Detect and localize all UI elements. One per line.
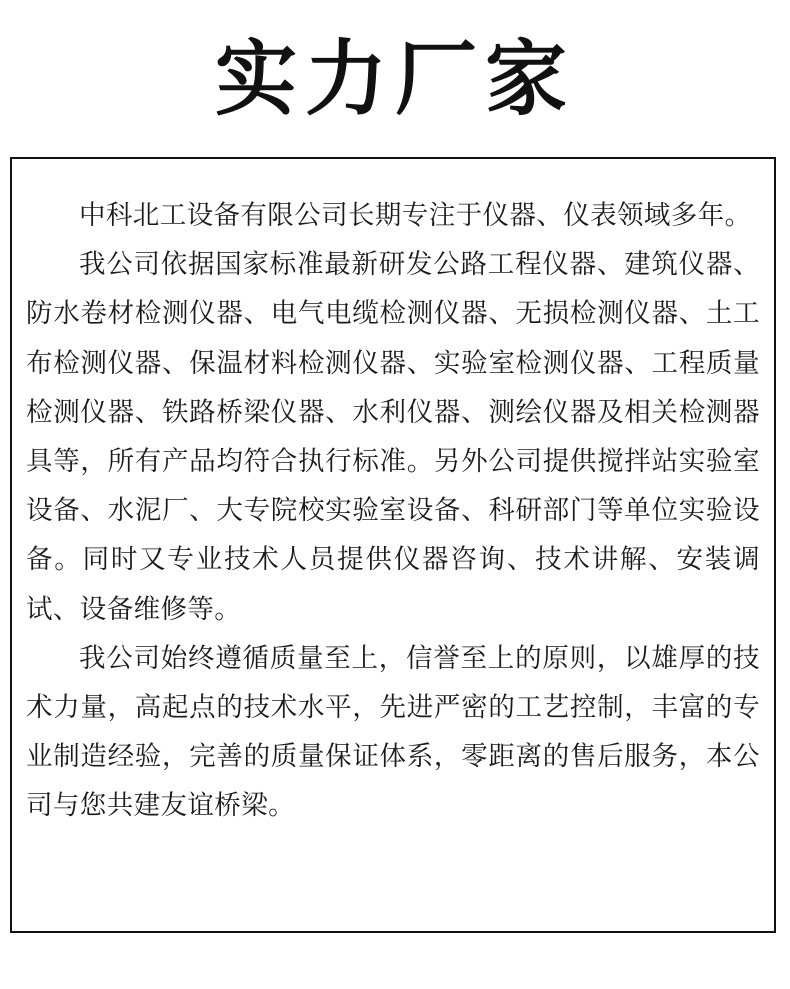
page-title: 实力厂家 (214, 32, 575, 127)
intro-paragraph-1: 中科北工设备有限公司长期专注于仪器、仪表领域多年。 (79, 200, 752, 231)
intro-paragraph-2: 我公司依据国家标准最新研发公路工程仪器、建筑仪器、防水卷材检测仪器、电气电缆检测仪器、无损检测仪器、土工布检测仪器、保温材料检测仪器、实验室检测仪器、工程质量检测仪器、铁路桥梁仪器、水利仪器、测绘仪器及相关检测器具等，所有产品均符合执行标准。另外公司提供搅拌站实验室设备、水泥厂、大专院校实验室设备、科研部门等单位实验设备。同时又专业技术人员提供仪器咨询、技术讲解、安装调试、设备维修等。 (26, 249, 760, 625)
company-intro-box (10, 157, 776, 933)
intro-paragraph-3: 我公司始终遵循质量至上，信誉至上的原则，以雄厚的技术力量，高起点的技术水平，先进严密的工艺控制，丰富的专业制造经验，完善的质量保证体系，零距离的售后服务，本公司与您共建友谊桥梁。 (26, 642, 760, 822)
